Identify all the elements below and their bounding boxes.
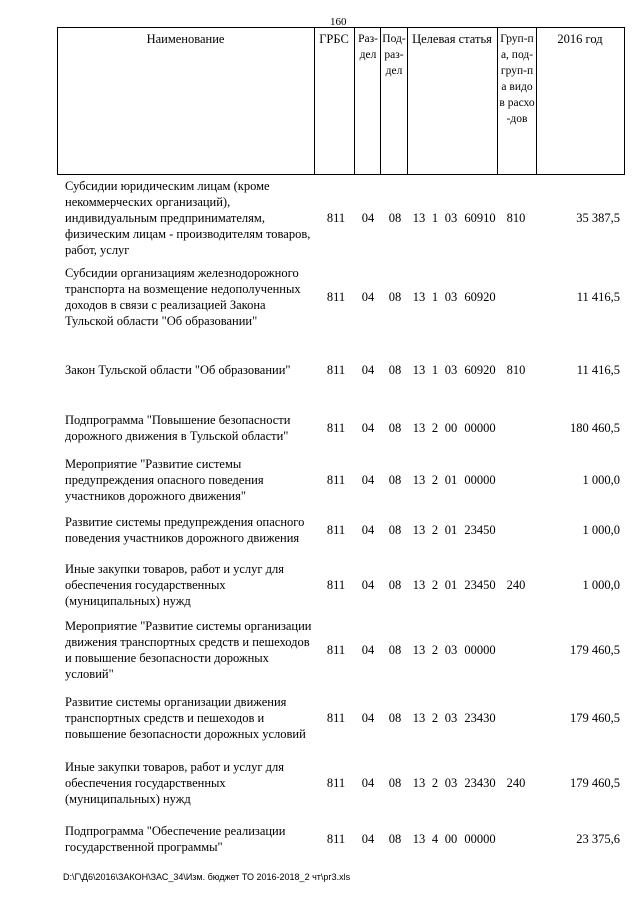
- row-amount: 179 460,5: [570, 711, 620, 725]
- row-article-program: 13: [412, 832, 426, 846]
- row-podrazdel: 08: [388, 421, 402, 435]
- row-razdel: 04: [361, 523, 375, 537]
- col-border: [497, 27, 498, 175]
- row-article-subprogram: 2: [431, 643, 439, 657]
- row-article-direction: 60910: [464, 211, 496, 225]
- row-name: Мероприятие "Развитие системы организации движения транспортных средств и пешеходов и повышение безопасности дорожных условий": [65, 619, 312, 681]
- row-article-direction: 00000: [464, 473, 496, 487]
- row-podrazdel: 08: [388, 473, 402, 487]
- row-grbs: 811: [326, 832, 346, 846]
- row-razdel: 04: [361, 211, 375, 225]
- row-name: Подпрограмма "Обеспечение реализации государственной программы": [65, 824, 286, 854]
- row-grbs: 811: [326, 421, 346, 435]
- row-grbs: 811: [326, 578, 346, 592]
- row-article-program: 13: [412, 711, 426, 725]
- row-article-direction: 00000: [464, 643, 496, 657]
- row-podrazdel: 08: [388, 832, 402, 846]
- row-article-subprogram: 2: [431, 473, 439, 487]
- row-article-event: 00: [444, 421, 458, 435]
- row-razdel: 04: [361, 363, 375, 377]
- row-article-event: 03: [444, 363, 458, 377]
- row-amount: 1 000,0: [582, 578, 620, 592]
- row-grbs: 811: [326, 473, 346, 487]
- col-border: [624, 27, 625, 175]
- row-grbs: 811: [326, 211, 346, 225]
- col-border: [354, 27, 355, 175]
- col-border: [380, 27, 381, 175]
- row-article-subprogram: 1: [431, 290, 439, 304]
- row-article-program: 13: [412, 363, 426, 377]
- row-article-direction: 23450: [464, 523, 496, 537]
- row-article-direction: 00000: [464, 832, 496, 846]
- file-path-footer: D:\Г\Д6\2016\ЗАКОН\ЗАС_34\Изм. бюджет ТО 2016-2018_2 чт\рг3.xls: [63, 872, 351, 882]
- row-article-event: 01: [444, 473, 458, 487]
- row-group: 240: [506, 578, 526, 592]
- row-article-event: 03: [444, 290, 458, 304]
- row-article-program: 13: [412, 643, 426, 657]
- row-article-event: 00: [444, 832, 458, 846]
- row-name: Субсидии юридическим лицам (кроме некоммерческих организаций), индивидуальным предпринимателям, физическим лицам - производителям товаров, работ, услуг: [65, 179, 311, 257]
- row-article-direction: 23450: [464, 578, 496, 592]
- row-name: Мероприятие "Развитие системы предупреждения опасного поведения участников дорожного движения": [65, 457, 264, 503]
- row-article-subprogram: 2: [431, 523, 439, 537]
- table-header: [57, 27, 625, 175]
- row-amount: 1 000,0: [582, 523, 620, 537]
- row-article-program: 13: [412, 473, 426, 487]
- row-amount: 11 416,5: [576, 290, 620, 304]
- header-grbs: ГРБС: [319, 32, 349, 46]
- row-podrazdel: 08: [388, 578, 402, 592]
- row-razdel: 04: [361, 473, 375, 487]
- row-article-program: 13: [412, 523, 426, 537]
- row-name: Иные закупки товаров, работ и услуг для обеспечения государственных (муниципальных) нужд: [65, 562, 285, 608]
- row-amount: 179 460,5: [570, 776, 620, 790]
- row-article-direction: 23430: [464, 776, 496, 790]
- row-article-subprogram: 1: [431, 211, 439, 225]
- row-podrazdel: 08: [388, 290, 402, 304]
- row-name: Субсидии организациям железнодорожного транспорта на возмещение недополученных доходов в связи с реализацией Закона Тульской области "Об образовании": [65, 266, 301, 328]
- col-border: [407, 27, 408, 175]
- row-razdel: 04: [361, 643, 375, 657]
- row-podrazdel: 08: [388, 363, 402, 377]
- row-article-subprogram: 2: [431, 711, 439, 725]
- row-podrazdel: 08: [388, 776, 402, 790]
- header-article: Целевая статья: [412, 32, 492, 46]
- row-razdel: 04: [361, 290, 375, 304]
- col-border: [536, 27, 537, 175]
- row-grbs: 811: [326, 363, 346, 377]
- row-article-subprogram: 1: [431, 363, 439, 377]
- header-year: 2016 год: [557, 32, 603, 46]
- row-grbs: 811: [326, 523, 346, 537]
- row-amount: 23 375,6: [576, 832, 620, 846]
- row-podrazdel: 08: [388, 643, 402, 657]
- row-article-direction: 00000: [464, 421, 496, 435]
- row-group: 240: [506, 776, 526, 790]
- page-number: 160: [330, 16, 347, 28]
- row-razdel: 04: [361, 832, 375, 846]
- row-article-event: 03: [444, 643, 458, 657]
- col-border: [314, 27, 315, 175]
- row-article-subprogram: 4: [431, 832, 439, 846]
- header-group: Груп-па, под-груп-па видов расхо-дов: [499, 33, 535, 125]
- row-article-event: 03: [444, 776, 458, 790]
- header-podrazdel: Под-раз-дел: [382, 33, 406, 77]
- row-razdel: 04: [361, 578, 375, 592]
- row-article-direction: 60920: [464, 290, 496, 304]
- row-name: Закон Тульской области "Об образовании": [65, 363, 291, 377]
- row-grbs: 811: [326, 711, 346, 725]
- row-amount: 1 000,0: [582, 473, 620, 487]
- row-podrazdel: 08: [388, 211, 402, 225]
- row-podrazdel: 08: [388, 523, 402, 537]
- row-article-subprogram: 2: [431, 578, 439, 592]
- row-article-program: 13: [412, 421, 426, 435]
- header-bottom-border: [57, 174, 625, 175]
- row-razdel: 04: [361, 421, 375, 435]
- row-article-subprogram: 2: [431, 421, 439, 435]
- row-article-direction: 23430: [464, 711, 496, 725]
- row-article-subprogram: 2: [431, 776, 439, 790]
- row-podrazdel: 08: [388, 711, 402, 725]
- row-grbs: 811: [326, 643, 346, 657]
- row-article-program: 13: [412, 578, 426, 592]
- row-name: Развитие системы предупреждения опасного поведения участников дорожного движения: [65, 515, 305, 545]
- header-top-border: [57, 27, 625, 28]
- row-article-event: 03: [444, 711, 458, 725]
- row-article-event: 01: [444, 578, 458, 592]
- row-amount: 35 387,5: [576, 211, 620, 225]
- row-article-program: 13: [412, 776, 426, 790]
- row-article-direction: 60920: [464, 363, 496, 377]
- row-group: 810: [506, 211, 526, 225]
- row-grbs: 811: [326, 776, 346, 790]
- row-amount: 179 460,5: [570, 643, 620, 657]
- row-article-program: 13: [412, 211, 426, 225]
- row-amount: 180 460,5: [570, 421, 620, 435]
- row-article-event: 03: [444, 211, 458, 225]
- row-name: Подпрограмма "Повышение безопасности дорожного движения в Тульской области": [65, 413, 291, 443]
- header-razdel: Раз-дел: [358, 33, 378, 61]
- row-name: Иные закупки товаров, работ и услуг для обеспечения государственных (муниципальных) нужд: [65, 760, 285, 806]
- header-name: Наименование: [146, 32, 225, 46]
- row-razdel: 04: [361, 776, 375, 790]
- row-article-program: 13: [412, 290, 426, 304]
- row-article-event: 01: [444, 523, 458, 537]
- row-razdel: 04: [361, 711, 375, 725]
- col-border: [57, 27, 58, 175]
- row-amount: 11 416,5: [576, 363, 620, 377]
- row-grbs: 811: [326, 290, 346, 304]
- row-group: 810: [506, 363, 526, 377]
- row-name: Развитие системы организации движения транспортных средств и пешеходов и повышение безопасности дорожных условий: [65, 695, 306, 741]
